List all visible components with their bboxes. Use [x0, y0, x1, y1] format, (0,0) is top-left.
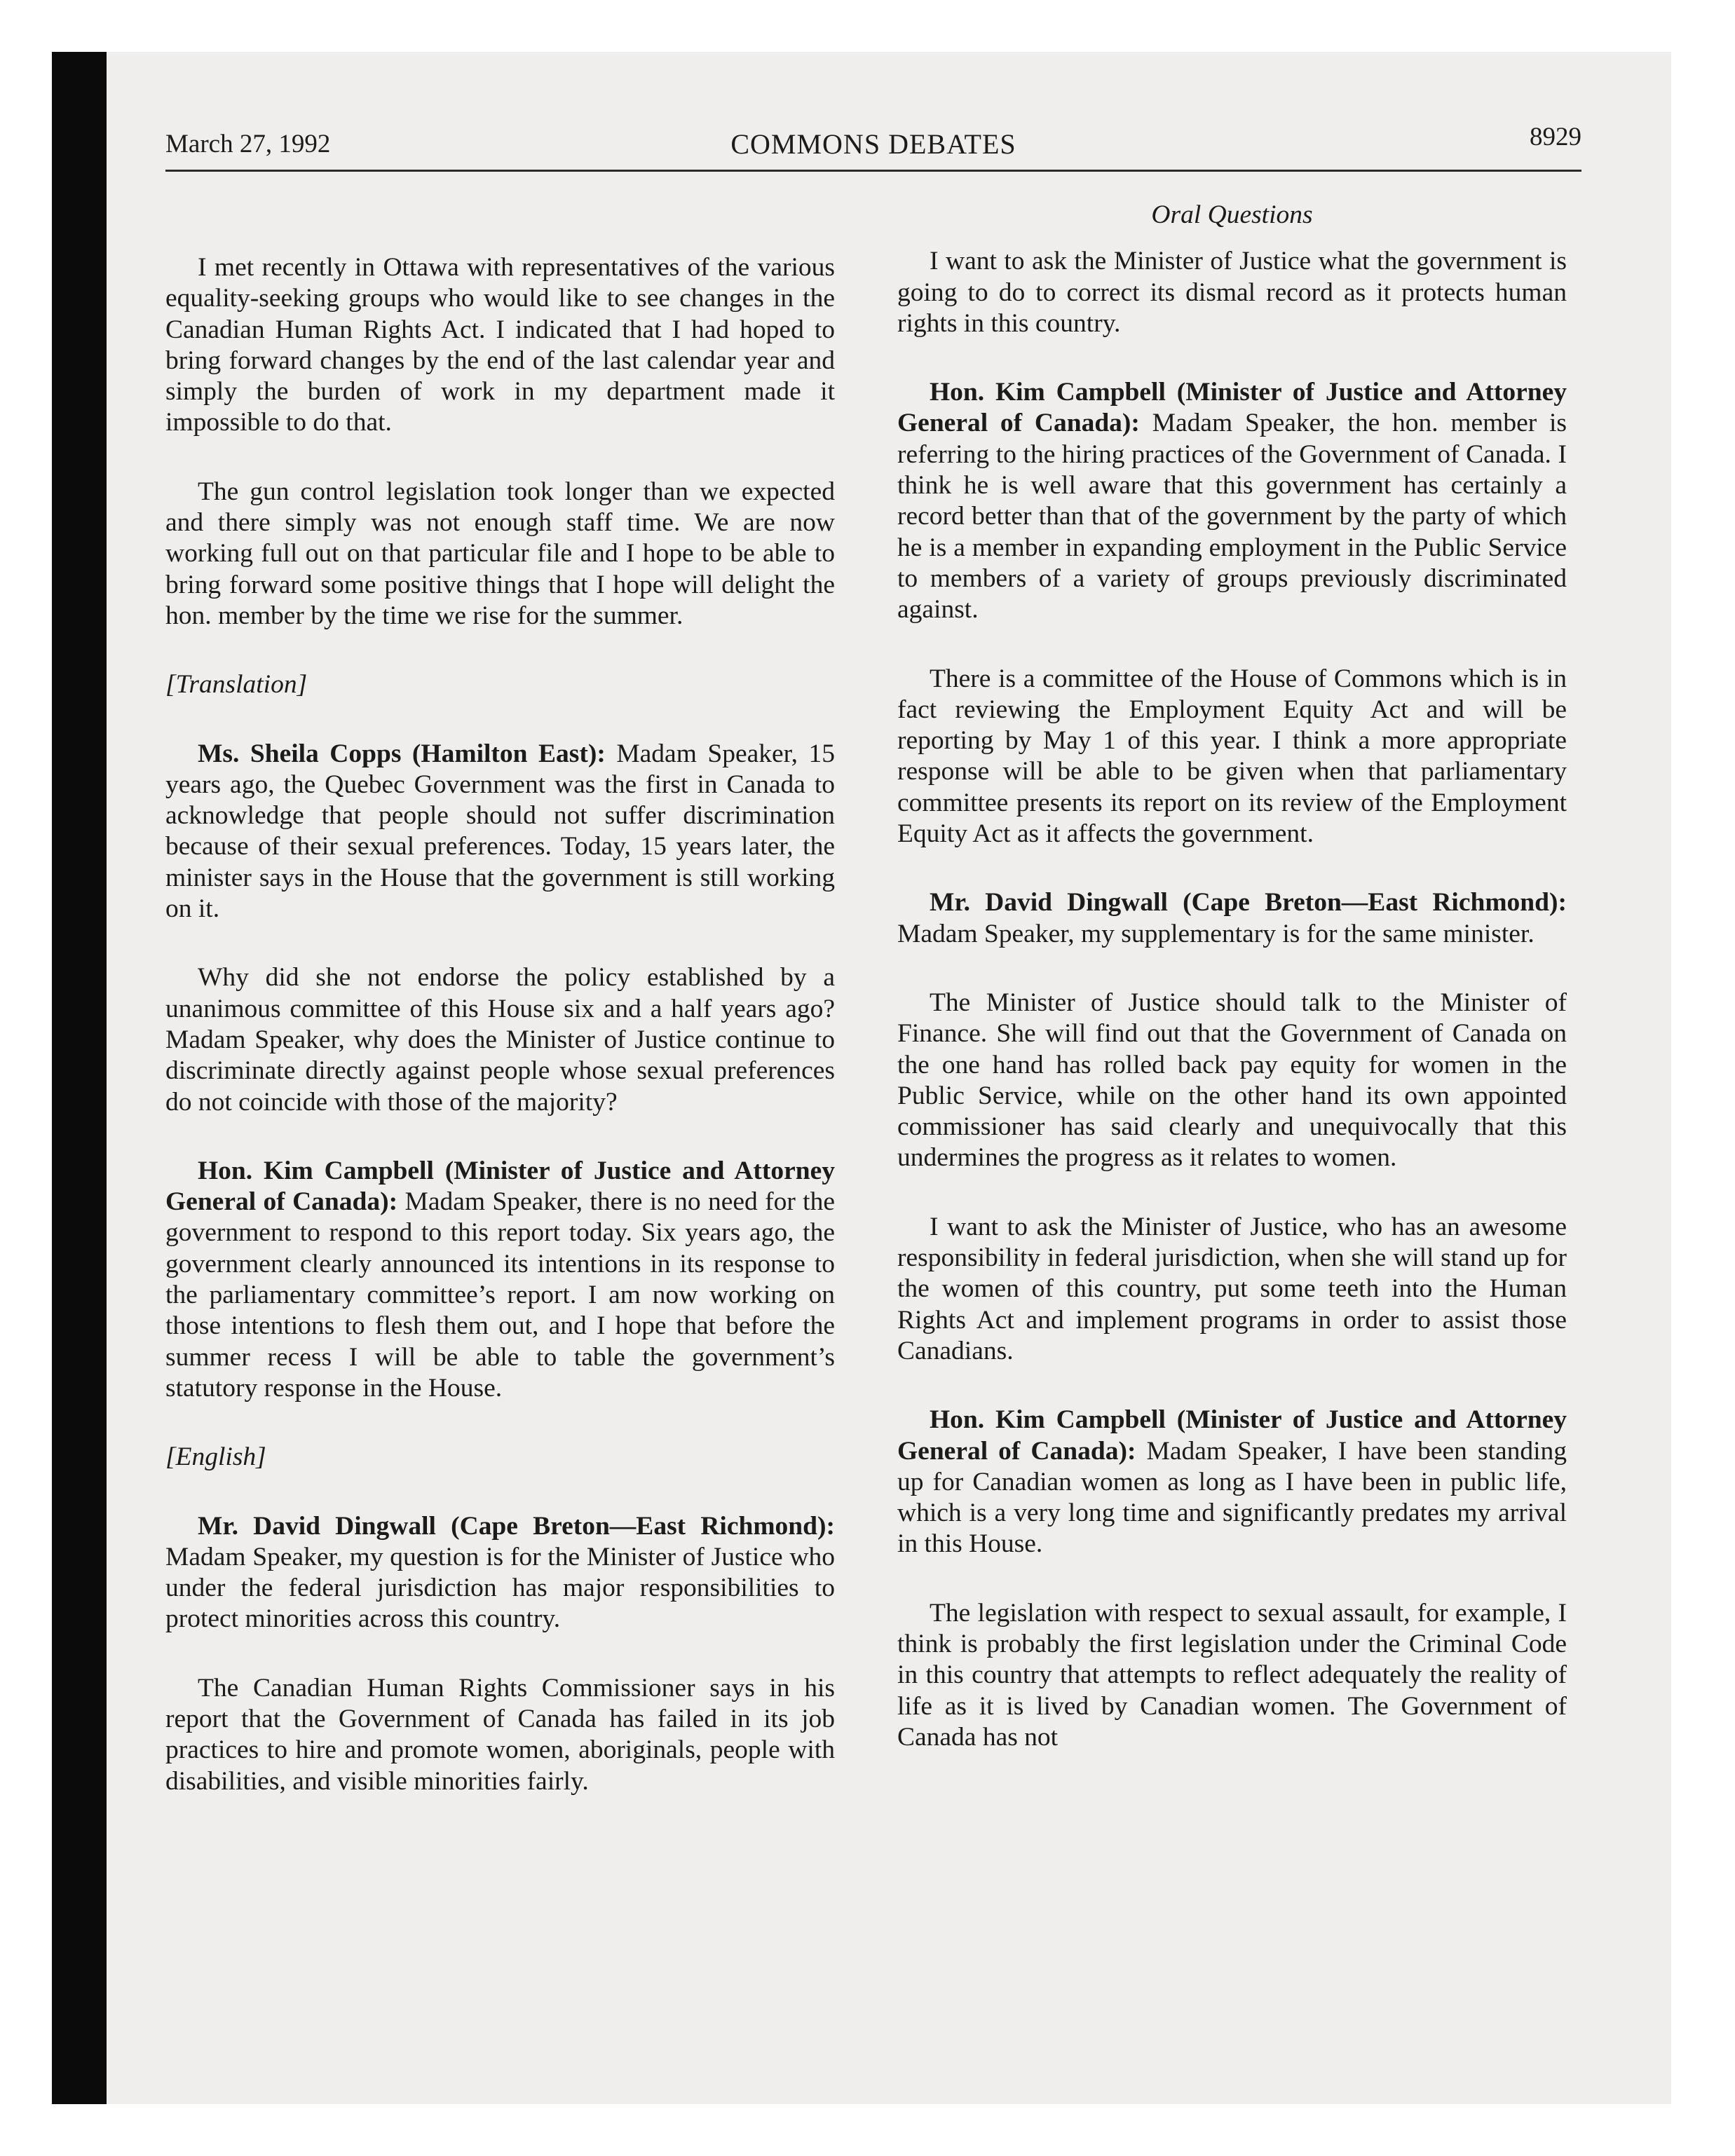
- header-title: COMMONS DEBATES: [730, 128, 1016, 160]
- speech-paragraph: Hon. Kim Campbell (Minister of Justice and Attorney General of Canada): Madam Speaker, I have been standing up for Canadian women as long as I have been in public life, which is a very long time and significantly predates my arrival in this House.: [897, 1405, 1567, 1559]
- paragraph: The gun control legislation took longer than we expected and there simply was not enough staff time. We are now working full out on that particular file and I hope to be able to bring forward some positive things that I hope will delight the hon. member by the time we rise for the summer.: [165, 477, 835, 630]
- speaker-name: Mr. David Dingwall (Cape Breton—East Richmond):: [198, 1511, 835, 1541]
- speaker-name: Hon. Kim Campbell (Minister of Justice and Attorney General of Canada):: [897, 378, 1567, 438]
- speech-paragraph: Mr. David Dingwall (Cape Breton—East Richmond): Madam Speaker, my question is for the Minister of Justice who under the federal jurisdiction has major responsibilities to protect minorities across this country.: [165, 1511, 835, 1634]
- right-column: [897, 200, 1567, 1791]
- paragraph: The legislation with respect to sexual assault, for example, I think is probably the first legislation under the Criminal Code in this country that attempts to reflect adequately the reality of life as it is lived by Canadian women. The Government of Canada has not: [897, 1598, 1567, 1752]
- speech-paragraph: Mr. David Dingwall (Cape Breton—East Richmond): Madam Speaker, my supplementary is for the same minister.: [897, 888, 1567, 948]
- left-column: [165, 252, 835, 1835]
- scan-edge-bar: [52, 52, 107, 2104]
- header-date: March 27, 1992: [165, 130, 331, 158]
- language-rubric: [Translation]: [165, 670, 308, 700]
- speaker-name: Ms. Sheila Copps (Hamilton East):: [198, 739, 606, 768]
- speaker-name: Hon. Kim Campbell (Minister of Justice and Attorney General of Canada):: [897, 1405, 1567, 1466]
- paragraph: There is a committee of the House of Commons which is in fact reviewing the Employment Equity Act and will be reporting by May 1 of this year. I think a more appropriate response will be able to be given when that parliamentary committee presents its report on its review of the Employment Equity Act as it affects the government.: [897, 664, 1567, 849]
- speech-paragraph: Hon. Kim Campbell (Minister of Justice and Attorney General of Canada): Madam Speaker, the hon. member is referring to the hiring practices of the Government of Canada. I think he is well aware that this government has certainly a record better than that of the government by the party of which he is a member in expanding employment in the Public Service to members of a variety of groups previously discriminated against.: [897, 378, 1567, 625]
- running-head: [165, 119, 1581, 172]
- paragraph: Why did she not endorse the policy established by a unanimous committee of this House six and a half years ago? Madam Speaker, why does the Minister of Justice continue to discriminate directly against people whose sexual preferences do not coincide with those of the majority?: [165, 963, 835, 1117]
- speaker-name: Mr. David Dingwall (Cape Breton—East Richmond):: [930, 888, 1567, 917]
- paragraph: The Minister of Justice should talk to the Minister of Finance. She will find out that the Government of Canada on the one hand has rolled back pay equity for women in the Public Service, while on the other hand its own appointed commissioner has said clearly and unequivocally that this undermines the progress as it relates to women.: [897, 988, 1567, 1173]
- paragraph: The Canadian Human Rights Commissioner says in his report that the Government of Canada has failed in its job practices to hire and promote women, aboriginals, people with disabilities, and visible minorities fairly.: [165, 1673, 835, 1796]
- speech-paragraph: Hon. Kim Campbell (Minister of Justice and Attorney General of Canada): Madam Speaker, there is no need for the government to respond to this report today. Six years ago, the government clearly announced its intentions in its response to the parliamentary committee’s report. I am now working on those intentions to flesh them out, and I hope that before the summer recess I will be able to table the government’s statutory response in the House.: [165, 1156, 835, 1403]
- paragraph: I want to ask the Minister of Justice what the government is going to do to correct its dismal record as it protects human rights in this country.: [897, 247, 1567, 338]
- page-number: 8929: [1530, 123, 1581, 151]
- section-label: Oral Questions: [1151, 200, 1313, 229]
- speech-paragraph: Ms. Sheila Copps (Hamilton East): Madam Speaker, 15 years ago, the Quebec Government was the first in Canada to acknowledge that people should not suffer discrimination because of their sexual preferences. Today, 15 years later, the minister says in the House that the government is still working on it.: [165, 739, 835, 924]
- paragraph: I met recently in Ottawa with representatives of the various equality-seeking groups who would like to see changes in the Canadian Human Rights Act. I indicated that I had hoped to bring forward changes by the end of the last calendar year and simply the burden of work in my department made it impossible to do that.: [165, 253, 835, 437]
- speaker-name: Hon. Kim Campbell (Minister of Justice and Attorney General of Canada):: [165, 1156, 835, 1217]
- language-rubric: [English]: [165, 1442, 266, 1472]
- paragraph: I want to ask the Minister of Justice, who has an awesome responsibility in federal jurisdiction, when she will stand up for the women of this country, put some teeth into the Human Rights Act and implement programs in order to assist those Canadians.: [897, 1212, 1567, 1365]
